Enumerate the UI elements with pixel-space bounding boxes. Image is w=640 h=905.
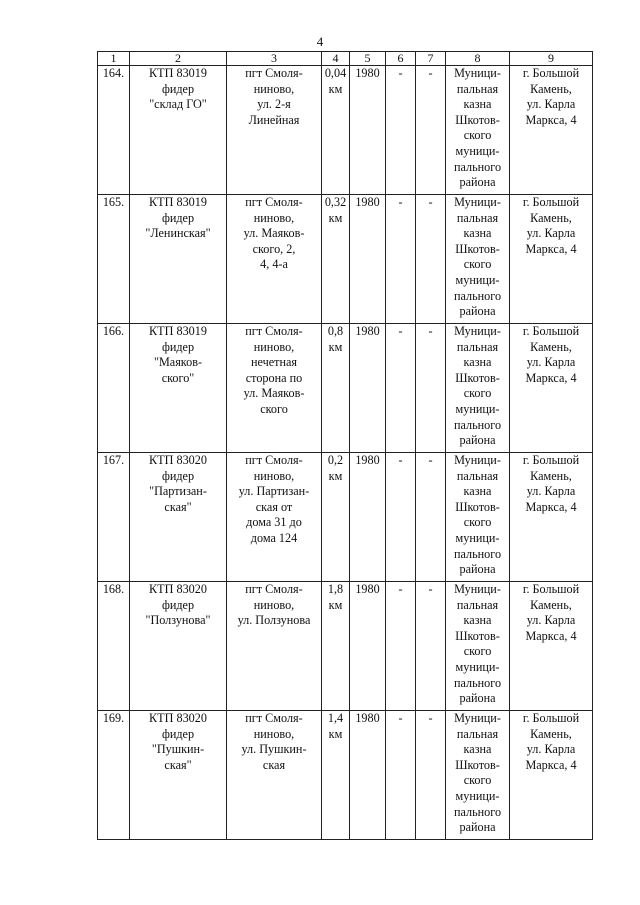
address-cell-text: пгт Смоля- ниново, ул. Пушкин- ская: [241, 711, 307, 772]
holder-address-cell-text: г. Большой Камень, ул. Карла Маркса, 4: [522, 582, 580, 643]
length-cell-text: 1,8 км: [327, 582, 344, 612]
table-row: [98, 453, 593, 582]
owner-cell: [446, 324, 510, 453]
length-cell: [322, 66, 350, 195]
length-cell: [322, 582, 350, 711]
column-header: 9: [510, 52, 593, 66]
column-6-cell: [386, 711, 416, 840]
address-cell-text: пгт Смоля- ниново, нечетная сторона по ул. Маяков- ского: [243, 324, 305, 416]
owner-cell: [446, 582, 510, 711]
column-7-cell-text: -: [428, 66, 433, 80]
object-name-cell-text: КТП 83019 фидер "склад ГО": [149, 66, 207, 112]
column-6-cell: [386, 195, 416, 324]
table-row: [98, 66, 593, 195]
registry-table: [97, 51, 593, 840]
table-row: [98, 711, 593, 840]
year-cell-text: 1980: [355, 324, 380, 338]
length-cell: [322, 324, 350, 453]
column-6-cell-text: -: [398, 324, 403, 338]
year-cell: [350, 324, 386, 453]
holder-address-cell: [510, 711, 593, 840]
year-cell: [350, 195, 386, 324]
holder-address-cell-text: г. Большой Камень, ул. Карла Маркса, 4: [522, 324, 580, 385]
owner-cell: [446, 711, 510, 840]
row-number: [98, 711, 130, 840]
owner-cell: [446, 66, 510, 195]
length-cell-text: 0,8 км: [327, 324, 344, 354]
address-cell-text: пгт Смоля- ниново, ул. Маяков- ского, 2, 4, 4-а: [243, 195, 305, 272]
length-cell-text: 1,4 км: [327, 711, 344, 741]
column-7-cell: [416, 711, 446, 840]
year-cell-text: 1980: [355, 711, 380, 725]
address-cell: [227, 582, 322, 711]
address-cell: [227, 453, 322, 582]
row-number: [98, 324, 130, 453]
object-name-cell: [130, 195, 227, 324]
column-6-cell: [386, 66, 416, 195]
row-number-text: 164.: [102, 66, 125, 80]
object-name-cell-text: КТП 83020 фидер "Ползунова": [145, 582, 211, 628]
row-number: [98, 453, 130, 582]
owner-cell-text: Муници- пальная казна Шкотов- ского муници- пального района: [453, 711, 502, 835]
column-header: 5: [350, 52, 386, 66]
object-name-cell: [130, 453, 227, 582]
holder-address-cell: [510, 195, 593, 324]
table-body: [98, 66, 593, 840]
column-6-cell: [386, 324, 416, 453]
object-name-cell: [130, 711, 227, 840]
address-cell-text: пгт Смоля- ниново, ул. Партизан- ская от дома 31 до дома 124: [238, 453, 310, 545]
address-cell: [227, 66, 322, 195]
column-6-cell-text: -: [398, 66, 403, 80]
column-7-cell: [416, 453, 446, 582]
column-7-cell-text: -: [428, 453, 433, 467]
owner-cell-text: Муници- пальная казна Шкотов- ского муници- пального района: [453, 453, 502, 577]
column-7-cell: [416, 582, 446, 711]
row-number: [98, 582, 130, 711]
column-header: 8: [446, 52, 510, 66]
row-number-text: 169.: [102, 711, 125, 725]
length-cell: [322, 195, 350, 324]
object-name-cell: [130, 582, 227, 711]
page-number: 4: [316, 34, 324, 49]
year-cell: [350, 453, 386, 582]
year-cell: [350, 66, 386, 195]
column-6-cell: [386, 453, 416, 582]
length-cell-text: 0,2 км: [327, 453, 344, 483]
owner-cell-text: Муници- пальная казна Шкотов- ского муници- пального района: [453, 195, 502, 319]
column-6-cell: [386, 582, 416, 711]
address-cell-text: пгт Смоля- ниново, ул. Ползунова: [237, 582, 311, 628]
column-7-cell-text: -: [428, 582, 433, 596]
address-cell: [227, 711, 322, 840]
column-6-cell-text: -: [398, 582, 403, 596]
table-row: [98, 324, 593, 453]
holder-address-cell-text: г. Большой Камень, ул. Карла Маркса, 4: [522, 66, 580, 127]
holder-address-cell: [510, 324, 593, 453]
table-row: [98, 195, 593, 324]
column-header: 6: [386, 52, 416, 66]
row-number: [98, 66, 130, 195]
column-7-cell-text: -: [428, 711, 433, 725]
year-cell: [350, 582, 386, 711]
column-7-cell-text: -: [428, 195, 433, 209]
column-6-cell-text: -: [398, 453, 403, 467]
address-cell: [227, 195, 322, 324]
column-header: 4: [322, 52, 350, 66]
year-cell: [350, 711, 386, 840]
length-cell-text: 0,32 км: [324, 195, 347, 225]
object-name-cell-text: КТП 83020 фидер "Пушкин- ская": [149, 711, 207, 772]
year-cell-text: 1980: [355, 66, 380, 80]
column-7-cell: [416, 66, 446, 195]
owner-cell-text: Муници- пальная казна Шкотов- ского муници- пального района: [453, 582, 502, 706]
length-cell-text: 0,04 км: [324, 66, 347, 96]
holder-address-cell: [510, 66, 593, 195]
object-name-cell-text: КТП 83019 фидер "Маяков- ского": [149, 324, 207, 385]
object-name-cell-text: КТП 83019 фидер "Ленинская": [145, 195, 211, 241]
holder-address-cell: [510, 453, 593, 582]
column-7-cell-text: -: [428, 324, 433, 338]
year-cell-text: 1980: [355, 582, 380, 596]
column-7-cell: [416, 195, 446, 324]
row-number-text: 166.: [102, 324, 125, 338]
length-cell: [322, 453, 350, 582]
column-6-cell-text: -: [398, 195, 403, 209]
owner-cell: [446, 453, 510, 582]
column-header: 7: [416, 52, 446, 66]
object-name-cell-text: КТП 83020 фидер "Партизан- ская": [149, 453, 207, 514]
column-number-row: [98, 52, 593, 66]
holder-address-cell: [510, 582, 593, 711]
holder-address-cell-text: г. Большой Камень, ул. Карла Маркса, 4: [522, 195, 580, 256]
column-header: 2: [130, 52, 227, 66]
row-number-text: 167.: [102, 453, 125, 467]
column-header: 3: [227, 52, 322, 66]
holder-address-cell-text: г. Большой Камень, ул. Карла Маркса, 4: [522, 711, 580, 772]
holder-address-cell-text: г. Большой Камень, ул. Карла Маркса, 4: [522, 453, 580, 514]
object-name-cell: [130, 66, 227, 195]
owner-cell-text: Муници- пальная казна Шкотов- ского муници- пального района: [453, 324, 502, 448]
owner-cell-text: Муници- пальная казна Шкотов- ского муници- пального района: [453, 66, 502, 190]
year-cell-text: 1980: [355, 195, 380, 209]
length-cell: [322, 711, 350, 840]
table-row: [98, 582, 593, 711]
object-name-cell: [130, 324, 227, 453]
column-7-cell: [416, 324, 446, 453]
row-number: [98, 195, 130, 324]
column-header: 1: [98, 52, 130, 66]
owner-cell: [446, 195, 510, 324]
address-cell-text: пгт Смоля- ниново, ул. 2-я Линейная: [245, 66, 303, 127]
year-cell-text: 1980: [355, 453, 380, 467]
row-number-text: 168.: [102, 582, 125, 596]
row-number-text: 165.: [102, 195, 125, 209]
column-6-cell-text: -: [398, 711, 403, 725]
address-cell: [227, 324, 322, 453]
